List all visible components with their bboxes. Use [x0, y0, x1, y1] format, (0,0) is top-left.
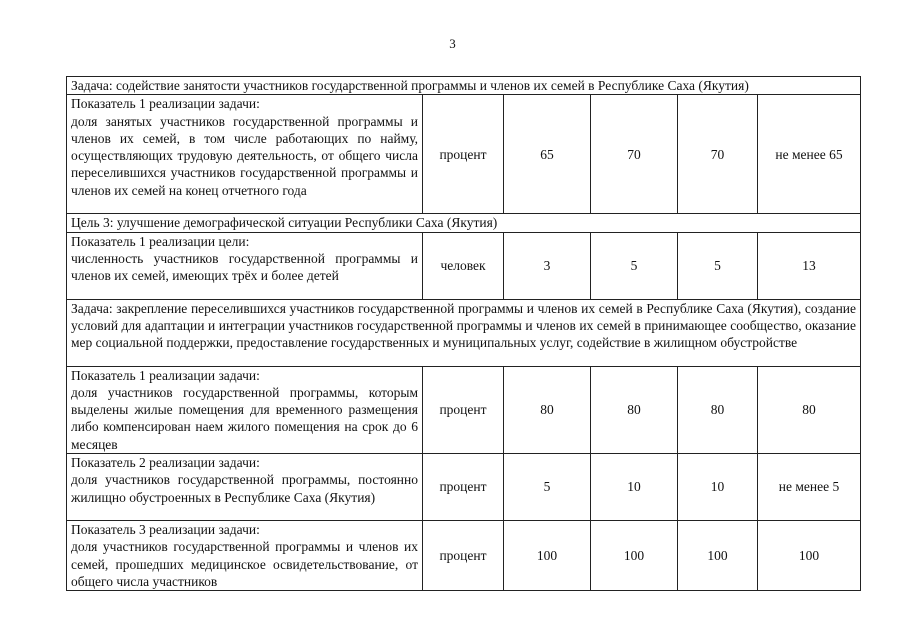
value-cell: 70	[591, 95, 678, 214]
unit-cell: процент	[423, 95, 504, 214]
value-cell: 3	[504, 232, 591, 299]
value-cell: 100	[678, 521, 758, 591]
value-cell: 80	[591, 366, 678, 453]
unit-cell: процент	[423, 366, 504, 453]
value-cell: 5	[678, 232, 758, 299]
value-cell: не менее 5	[758, 454, 861, 521]
table-row	[67, 299, 861, 366]
indicator-description	[67, 232, 423, 299]
table-row	[67, 95, 861, 214]
value-cell: 5	[504, 454, 591, 521]
indicators-table	[66, 76, 861, 591]
value-cell: 80	[678, 366, 758, 453]
goal-heading-demography: Цель 3: улучшение демографической ситуации Республики Саха (Якутия)	[67, 214, 861, 232]
value-cell: 80	[758, 366, 861, 453]
table-row	[67, 232, 861, 299]
value-cell: 70	[678, 95, 758, 214]
table-row	[67, 521, 861, 591]
value-cell: 5	[591, 232, 678, 299]
table-row	[67, 366, 861, 453]
indicator-heading: Показатель 2 реализации задачи:	[71, 455, 260, 471]
indicator-description	[67, 521, 423, 591]
table-row	[67, 454, 861, 521]
value-cell: 100	[504, 521, 591, 591]
indicator-text: доля участников государственной программы и членов их семей, прошедших медицинское освидетельствование, от общего числа участников	[71, 539, 418, 589]
indicator-heading: Показатель 1 реализации задачи:	[71, 367, 260, 383]
value-cell: 100	[591, 521, 678, 591]
indicator-description	[67, 454, 423, 521]
indicator-text: численность участников государственной программы и членов их семей, имеющих трёх и более детей	[71, 250, 418, 284]
page-number: 3	[449, 36, 456, 51]
indicator-text: доля участников государственной программы, которым выделены жилые помещения для временного размещения либо компенсирован наем жилого помещения на срок до 6 месяцев	[71, 384, 418, 452]
value-cell: 10	[678, 454, 758, 521]
table-row	[67, 77, 861, 95]
task-heading-employment: Задача: содействие занятости участников государственной программы и членов их семей в Республике Саха (Якутия)	[67, 77, 861, 95]
indicator-heading: Показатель 1 реализации задачи:	[71, 96, 260, 112]
unit-cell: процент	[423, 521, 504, 591]
value-cell: 65	[504, 95, 591, 214]
table-row	[67, 214, 861, 232]
indicator-text: доля участников государственной программы, постоянно жилищно обустроенных в Республике Саха (Якутия)	[71, 472, 418, 505]
value-cell: 13	[758, 232, 861, 299]
value-cell: 10	[591, 454, 678, 521]
value-cell: 80	[504, 366, 591, 453]
indicator-heading: Показатель 1 реализации цели:	[71, 233, 250, 249]
task-heading-settlement: Задача: закрепление переселившихся участников государственной программы и членов их семей в Республике Саха (Якутия), создание условий для адаптации и интеграции участников государственной программы и членов их семей в принимающее сообщество, оказание мер социальной поддержки, предоставление государственных и муниципальных услуг, содействие в жилищном обустройстве	[67, 299, 861, 366]
unit-cell: человек	[423, 232, 504, 299]
indicator-text: доля занятых участников государственной программы и членов их семей, в том числе работающих по найму, осуществляющих трудовую деятельность, от общего числа переселившихся участников государственной программы и членов их семей на конец отчетного года	[71, 113, 418, 198]
indicator-heading: Показатель 3 реализации задачи:	[71, 522, 260, 538]
value-cell: не менее 65	[758, 95, 861, 214]
indicator-description	[67, 95, 423, 214]
value-cell: 100	[758, 521, 861, 591]
indicator-description	[67, 366, 423, 453]
unit-cell: процент	[423, 454, 504, 521]
